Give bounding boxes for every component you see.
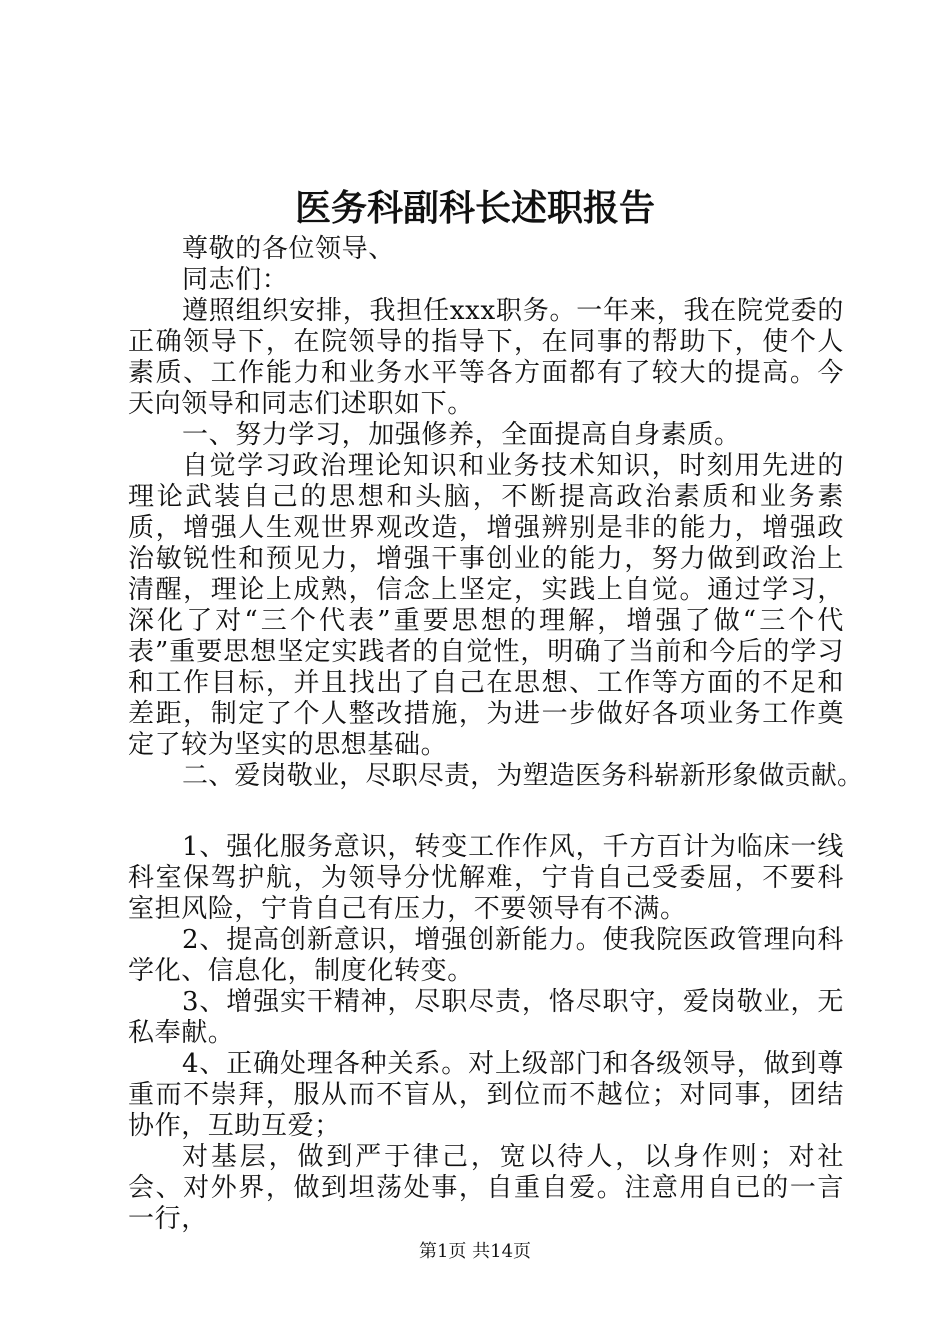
salutation-line-1: 尊敬的各位领导、 xyxy=(182,234,395,264)
section-heading-2: 二、爱岗敬业，尽职尽责，为塑造医务科崭新形象做贡献。 xyxy=(182,761,864,791)
document-title: 医务科副科长述职报告 xyxy=(294,187,655,229)
item-1-paragraph: 1、强化服务意识，转变工作作风，千方百计为临床一线科室保驾护航，为领导分忧解难，宁肯自己受委屈，不要科室担风险，宁肯自己有压力，不要领导有不满。 xyxy=(128,832,844,924)
document-body xyxy=(128,234,864,1235)
item-3-paragraph: 3、增强实干精神，尽职尽责，恪尽职守，爱岗敬业，无私奉献。 xyxy=(128,987,844,1048)
paragraph-spacer xyxy=(128,792,844,832)
item-2-paragraph: 2、提高创新意识，增强创新能力。使我院医政管理向科学化、信息化，制度化转变。 xyxy=(128,925,844,986)
item-4-continued-paragraph: 对基层，做到严于律己，宽以待人，以身作则；对社会、对外界，做到坦荡处事，自重自爱。注意用自已的一言一行， xyxy=(128,1142,844,1234)
section-1-paragraph: 自觉学习政治理论知识和业务技术知识，时刻用先进的理论武装自己的思想和头脑，不断提高政治素质和业务素质，增强人生观世界观改造，增强辨别是非的能力，增强政治敏锐性和预见力，增强干事创业的能力，努力做到政治上清醒，理论上成熟，信念上坚定，实践上自觉。通过学习，深化了对“三个代表”重要思想的理解，增强了做“三个代表”重要思想坚定实践者的自觉性，明确了当前和今后的学习和工作目标，并且找出了自己在思想、工作等方面的不足和差距，制定了个人整改措施，为进一步做好各项业务工作奠定了较为坚实的思想基础。 xyxy=(128,451,844,760)
section-heading-1: 一、努力学习，加强修养，全面提高自身素质。 xyxy=(182,420,741,450)
page-number-footer: 第1页 共14页 xyxy=(418,1241,532,1262)
intro-paragraph: 遵照组织安排，我担任xxx职务。一年来，我在院党委的正确领导下，在院领导的指导下，在同事的帮助下，使个人素质、工作能力和业务水平等各方面都有了较大的提高。今天向领导和同志们述职如下。 xyxy=(128,296,844,419)
salutation-line-2: 同志们： xyxy=(182,265,289,295)
item-4-paragraph: 4、正确处理各种关系。对上级部门和各级领导，做到尊重而不崇拜，服从而不盲从，到位而不越位；对同事，团结协作，互助互爱； xyxy=(128,1049,844,1141)
